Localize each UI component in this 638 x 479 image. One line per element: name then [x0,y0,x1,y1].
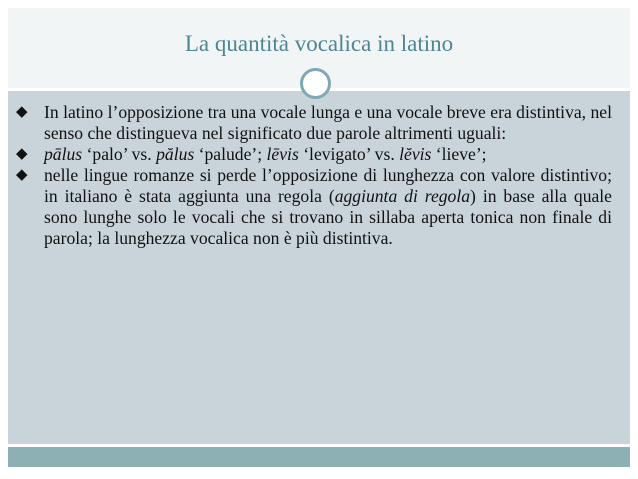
gloss-text: ‘palo’ vs. [82,144,157,164]
latin-word: lĕvis [399,144,432,164]
slide-title: La quantità vocalica in latino [184,31,454,56]
bullet-text: ) in base alla quale sono lunghe solo le vocali che si trovano in sillaba aperta tonica non finale di parola; la lunghezza vocalica non è più distintiva. [44,186,612,248]
gloss-text: ‘lieve’; [431,144,487,164]
diamond-bullet-icon: ◆ [16,146,28,162]
latin-word: pālus [44,144,83,164]
bullet-list [16,102,612,249]
bottom-band [8,447,630,467]
diamond-bullet-icon: ◆ [16,104,28,120]
gloss-text: ‘palude’; [194,144,267,164]
bullet-item-3 [16,165,612,249]
latin-word: pălus [156,144,195,164]
bullet-text: nelle lingue romanze si perde l’opposizione di lunghezza con valore distintivo; in italiano è stata aggiunta una regola ( [44,165,612,206]
bullet-text: In latino l’opposizione tra una vocale lunga e una vocale breve era distintiva, nel senso che distingueva nel significato due parole altrimenti uguali: [44,102,612,143]
circle-ornament-icon [300,68,331,99]
bullet-item-2 [16,144,612,165]
bullet-item-1 [16,102,612,144]
diamond-bullet-icon: ◆ [16,167,28,183]
emphasis-text: aggiunta di regola [334,186,471,206]
latin-word: lēvis [266,144,299,164]
gloss-text: ‘levigato’ vs. [298,144,400,164]
